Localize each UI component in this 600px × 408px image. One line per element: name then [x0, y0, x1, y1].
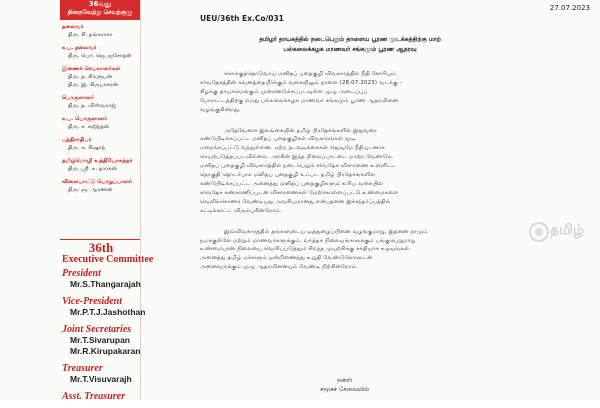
paragraph-line: கிழக்கு தாயகமெங்கும் முன்னெடுக்கப்படவுள்ள முழு அடைப்புப்: [200, 88, 368, 95]
paragraph-line: தொகுதி தொடர்பாக மனிதப் புதைகுழி உட்பட தமிழ் பிரதேசங்களில்: [200, 172, 376, 179]
letter-reference: UEU/36th Ex.Co/031: [200, 14, 284, 23]
group-role: Treasurer: [62, 363, 103, 374]
committee-member: [62, 44, 140, 65]
english-header-title: Executive Committee: [62, 254, 154, 265]
letter-signature: [320, 376, 369, 394]
paragraph-line: போராட்டத்திற்கு எமது பல்கலைக்கழக மாணவர் சங்கமும் பூரண ஆதரவினை: [200, 97, 399, 104]
committee-group: [62, 296, 146, 318]
sidebar-header-number: 36வது: [88, 0, 112, 8]
watermark-emblem-icon: [528, 220, 550, 244]
group-role: Joint Secretaries: [62, 324, 132, 335]
committee-member: [62, 94, 140, 115]
member-role: பொருளாளர்: [62, 95, 95, 101]
paragraph-line: உண்மையான நிலையை வெளிப்படுத்தும் சிறந்த முயற்சிக்கு சக்தியாக உதவுங்கள்.: [200, 246, 411, 253]
watermark-text: தமிழ்: [550, 222, 585, 238]
english-committee-list: [62, 268, 146, 408]
committee-group: [62, 268, 140, 290]
group-role: President: [62, 268, 101, 279]
paragraph-line: சர்வதேசத்தின் கவனத்தையீர்க்கும் வகையிலும் நாளை (28.07.2023) வடக்கு -: [200, 79, 402, 86]
member-role: தமிழ்மொழி உத்தியோகத்தர்: [62, 158, 133, 164]
group-member-name: Mr.T.Sivarupan: [70, 335, 130, 345]
group-member-name: Mr.T.Visuvarajh: [70, 374, 132, 384]
paragraph-line: நமக்குள்ளே மற்றும் மாணவர்களுக்கும், வர்த்தக நிலையங்களுக்கும் பங்குபெறுமாறு: [200, 237, 416, 244]
paragraph-line: செயற்படுத்தப்படவில்லை. அரசின் இந்த நிலைப்பாட்டை மாற்ற வேண்டும்.: [200, 154, 395, 161]
member-name: திரு. ஸ்ரீ. சு. தாரகன்: [68, 166, 117, 172]
paragraph-line: அனைத்து தமிழ் மக்களும் ஒன்றிணைந்து உறுதி வேண்டுகோளுடன்: [200, 255, 373, 262]
member-name: திரு. த. விஸ்வராஜ்: [68, 103, 116, 109]
letter-date: 27.07.2023: [549, 4, 590, 12]
group-member-name: Mr.P.T.J.Jashothan: [70, 307, 146, 317]
group-member-name: Mr.R.Kirupakaran: [70, 346, 141, 356]
paragraph-line: மனிதப் புதைகுழி விவகாரத்தில் நடைபெறும் சர்வதேச விசாரணை உள்ளிட்ட: [200, 163, 396, 170]
letter-paragraphs: [200, 70, 522, 284]
sidebar-header: [60, 0, 140, 20]
committee-member: [62, 178, 140, 199]
member-role: உப. தலைவர்: [62, 45, 97, 51]
committee-group: [62, 324, 140, 357]
letter-body: [148, 0, 600, 400]
member-role: விளையாட்டு பொறுப்பாளர்: [62, 179, 132, 185]
closing-text: நன்றி: [337, 377, 353, 384]
subject-line: பல்கலைக்கழக மாணவர் சங்கமும் பூரண ஆதரவு: [283, 46, 417, 53]
paragraph-line: அதேவேளை இலங்கையின் தமிழ் பிரதேசங்களில் இதுவரை: [224, 127, 377, 134]
member-name: திரு. ஞ. ஆரணன்: [68, 187, 113, 193]
member-name: திரு. சு. கிஷாந்: [68, 145, 106, 151]
member-role: தலைவர்: [62, 24, 84, 30]
committee-member: [62, 115, 140, 136]
paragraph-line: வழங்குகின்றது.: [200, 106, 241, 113]
member-name: திரு. பொ. ஜெ. ஜசோதன்: [68, 53, 132, 59]
member-name: திரு. த. சிவரூபன்: [68, 74, 113, 80]
signatory-text: சமூகச் சேவையில்: [320, 386, 370, 393]
committee-member: [62, 23, 140, 44]
paragraph-line: கண்டுபிடிக்கப்பட்ட அனைத்து மனிதப் புதைகுழிகளும் உரிய வகையில்: [200, 180, 383, 187]
paragraph-line: கொக்குத்தொடுவாய் மனிதப் புதைகுழி விவகாரத்தில் நீதி கோரியும்,: [224, 71, 398, 77]
member-role: உப. பொருளாளர்: [62, 116, 108, 122]
paragraph-line: இவ்விவகாரத்தில் தங்களுடைய ஒத்துழைப்பினை வழங்குமாறு, இதனை நாமும்: [224, 228, 428, 235]
group-role: Vice-President: [62, 296, 122, 307]
paragraph-line: அனைவருக்கும் முழு ஆதரவினையும் வேண்டி நிற்கின்றோம்.: [200, 264, 358, 271]
member-name: திரு. சி. தங்கராசா: [68, 32, 113, 38]
watermark-logo: [528, 214, 596, 254]
committee-member: [62, 157, 140, 178]
group-member-name: Mr.S.Thangarajah: [70, 279, 141, 289]
member-role: இணைச் செயலாளர்கள்: [62, 66, 121, 72]
committee-group: [62, 363, 140, 385]
letterhead-sidebar: [0, 0, 154, 402]
english-committee-header: [62, 240, 154, 265]
committee-member: [62, 65, 140, 94]
paragraph-line: மறைக்கப்பட்டு வந்துள்ளன. ஏற்ற நடவடிக்கைகள் எதுவுமே நீதியுடனாக: [200, 145, 385, 152]
member-name: திரு. இ. கிருபாகரன்: [68, 82, 119, 88]
committee-group: [62, 391, 140, 402]
paragraph-line: சர்வதேச கண்காணிப்புடன் விசாரணைகள் மேற்கொள்ளப்பட்டு உண்மைகளை: [200, 189, 399, 196]
paragraph-line: கண்டுபிடிக்கப்பட்ட மனிதப் புதைகுழிகள் விவகாரங்கள் மூடி: [200, 136, 356, 143]
sidebar-header-title: நிறைவேற்று செயற்குழு: [67, 9, 133, 16]
subject-line: தமிழர் தாயகத்தில் நடைபெறும் தாளைய பூரண முடக்கத்திற்கு மாற்: [259, 36, 441, 43]
letter-paragraph: [200, 228, 522, 273]
english-header-number: 36th: [88, 240, 114, 255]
paragraph-line: சுட்டிக்காட்ட விரும்புகின்றோம்.: [200, 207, 282, 214]
member-name: திரு. ச. சுஜிந்தன்: [68, 124, 110, 130]
tamil-committee-list: [62, 23, 140, 199]
letter-subject: [200, 35, 500, 55]
group-role: Asst. Treasurer: [62, 391, 125, 402]
letter-paragraph: [200, 70, 522, 115]
letter-paragraph: [200, 127, 522, 216]
committee-member: [62, 136, 140, 157]
member-role: பத்திராதிபர்: [62, 137, 92, 143]
paragraph-line: வெளிக்கொணர வேண்டியது அவசியமானது என்பதனை இச்சந்தர்ப்பத்தில்: [200, 198, 391, 205]
